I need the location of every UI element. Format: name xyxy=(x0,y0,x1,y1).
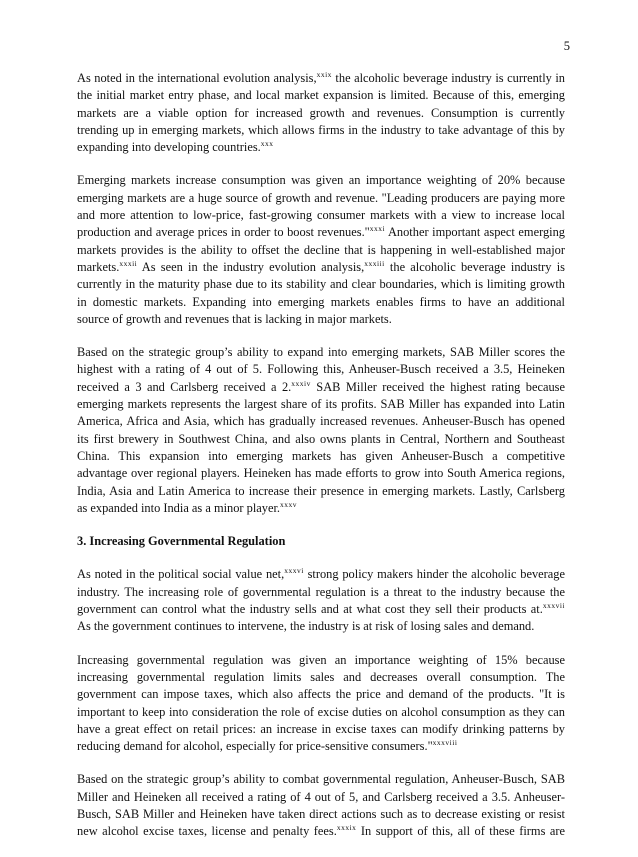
text-line xyxy=(77,771,565,788)
text-segment: In support of this, all of these firms are xyxy=(356,824,565,839)
paragraph xyxy=(77,70,565,156)
paragraph xyxy=(77,566,565,635)
text-segment: Busch, SAB Miller and Heineken have taken direct actions such as to decrease existing or resist xyxy=(77,806,565,821)
text-line xyxy=(77,652,565,669)
page-content xyxy=(77,70,565,857)
text-line xyxy=(77,344,565,361)
text-segment: Emerging markets increase consumption was given an importance weighting of 20% because xyxy=(77,173,565,188)
text-line xyxy=(77,500,565,517)
text-segment: As noted in the political social value net, xyxy=(77,567,285,582)
text-line xyxy=(77,806,565,823)
text-segment: its first brewery in Southwest China, and also owns plants in Central, Northern and Southeast xyxy=(77,431,565,446)
text-segment: advantage over regional players. Heineken has made efforts to grow into South America regions, xyxy=(77,466,565,481)
text-line xyxy=(77,87,565,104)
text-line xyxy=(77,105,565,122)
text-segment: markets provides is the ability to offset the decline that is happening in well-established major xyxy=(77,242,565,257)
text-segment: emerging markets are a huge source of growth and revenue. "Leading producers are paying more xyxy=(77,190,565,205)
text-line xyxy=(77,483,565,500)
footnote-marker: xxxvii xyxy=(542,601,565,611)
footnote-marker: xxix xyxy=(316,70,332,79)
text-segment: in domestic markets. Expanding into emerging markets enables firms to have an additional xyxy=(77,294,565,309)
text-segment: Based on the strategic group’s ability to combat governmental regulation, Anheuser-Busch, SAB xyxy=(77,772,565,787)
text-line xyxy=(77,413,565,430)
text-line xyxy=(77,566,565,583)
footnote-marker: xxx xyxy=(260,139,274,149)
text-segment: Miller and Heineken all received a rating of 4 out of 5, and Carlsberg received a 3.5. Anheuser- xyxy=(77,789,565,804)
text-line xyxy=(77,396,565,413)
text-segment: the initial market entry phase, and local market expansion is limited. Because of this, emerging xyxy=(77,88,565,103)
text-segment: government can control what the industry sells and at what cost they sell their products at. xyxy=(77,602,543,617)
text-line xyxy=(77,242,565,259)
text-segment: source of growth and revenues that is lacking in major markets. xyxy=(77,311,392,326)
text-line xyxy=(77,601,565,618)
paragraph xyxy=(77,652,565,756)
text-segment: highest with a rating of 4 out of 5. Following this, Anheuser-Busch received a 3.5, Heineken xyxy=(77,362,565,377)
text-segment: the alcoholic beverage industry is xyxy=(384,259,565,274)
footnote-marker: xxxiii xyxy=(364,258,385,268)
text-segment: the alcoholic beverage industry is currently in xyxy=(331,71,565,85)
text-line xyxy=(77,190,565,207)
text-segment: increasing governmental regulation limits sales and decreases overall consumption. The xyxy=(77,669,565,684)
text-segment: have a great effect on retail prices: an increase in excise taxes can modify drinking patterns by xyxy=(77,721,565,736)
text-line xyxy=(77,224,565,241)
paragraph xyxy=(77,771,565,840)
text-segment: strong policy makers hinder the alcoholic beverage xyxy=(303,567,565,582)
text-segment: and more attention to low-price, fast-growing consumer markets with a view to increase local xyxy=(77,208,565,223)
text-line xyxy=(77,172,565,189)
text-segment: As the government continues to intervene, the industry is at risk of losing sales and demand. xyxy=(77,619,535,634)
footnote-marker: xxxii xyxy=(119,258,138,268)
text-segment: As seen in the industry evolution analysis, xyxy=(137,259,365,274)
text-line xyxy=(77,276,565,293)
text-line xyxy=(77,686,565,703)
footnote-marker: xxxvi xyxy=(284,566,304,576)
text-line xyxy=(77,311,565,328)
text-segment: new alcohol excise taxes, license and penalty fees. xyxy=(77,824,337,839)
text-segment: as expanded into India as a minor player. xyxy=(77,500,281,515)
section-heading: 3. Increasing Governmental Regulation xyxy=(77,534,286,549)
text-segment: India, Asia and Latin America to increase their presence in emerging markets. Lastly, Carlsberg xyxy=(77,483,565,498)
footnote-marker: xxxviii xyxy=(432,738,458,748)
text-segment: Based on the strategic group’s ability to expand into emerging markets, SAB Miller scores the xyxy=(77,345,565,360)
text-segment: SAB Miller received the highest rating because xyxy=(310,379,565,394)
text-segment: government can impose taxes, which also affects the price and demand of the products. "It is xyxy=(77,687,565,702)
paragraph xyxy=(77,172,565,328)
footnote-marker: xxxiv xyxy=(291,378,311,388)
page-number: 5 xyxy=(563,39,570,53)
text-line xyxy=(77,618,565,635)
text-segment: markets. xyxy=(77,259,120,274)
text-line xyxy=(77,738,565,755)
text-segment: expanding into developing countries. xyxy=(77,140,261,155)
text-segment: important to keep into consideration the role of excise duties on alcohol consumption as they can xyxy=(77,704,565,719)
text-segment: industry. The increasing role of governmental regulation is a threat to the industry because the xyxy=(77,584,565,599)
text-line xyxy=(77,704,565,721)
text-segment: received a 3 and Carlsberg received a 2. xyxy=(77,379,292,394)
text-segment: As noted in the international evolution analysis, xyxy=(77,71,317,85)
text-segment: America, Africa and Asia, which has gradually increased revenues. Anheuser-Busch has opened xyxy=(77,414,565,429)
text-segment: currently in the maturity phase due to its stability and clear boundaries, which is limiting growth xyxy=(77,277,565,292)
text-line xyxy=(77,431,565,448)
footnote-marker: xxxi xyxy=(369,224,386,234)
text-line xyxy=(77,207,565,224)
text-line xyxy=(77,294,565,311)
paragraph xyxy=(77,344,565,517)
text-line xyxy=(77,361,565,378)
text-segment: reducing demand for alcohol, especially for price-sensitive consumers." xyxy=(77,739,433,754)
text-line xyxy=(77,789,565,806)
text-line xyxy=(77,379,565,396)
text-segment: China. This expansion into emerging markets has given Anheuser-Busch a competitive xyxy=(77,448,565,463)
text-line xyxy=(77,669,565,686)
text-segment: production and average prices in order to boost revenues." xyxy=(77,225,370,240)
text-line xyxy=(77,721,565,738)
text-segment: markets are a viable option for increased growth and revenues. Consumption is currently xyxy=(77,105,565,120)
text-segment: Another important aspect emerging xyxy=(385,225,565,240)
text-line xyxy=(77,70,565,87)
footnote-marker: xxxix xyxy=(336,823,357,833)
text-line xyxy=(77,259,565,276)
text-line xyxy=(77,122,565,139)
text-segment: Increasing governmental regulation was given an importance weighting of 15% because xyxy=(77,652,565,667)
text-line xyxy=(77,465,565,482)
text-line xyxy=(77,584,565,601)
text-line xyxy=(77,139,565,156)
footnote-marker: xxxv xyxy=(280,499,298,509)
text-segment: emerging markets represents the largest share of its profits. SAB Miller has expanded into Latin xyxy=(77,397,565,412)
text-segment: trending up in emerging markets, which allows firms in the industry to take advantage of this by xyxy=(77,122,565,137)
text-line xyxy=(77,448,565,465)
